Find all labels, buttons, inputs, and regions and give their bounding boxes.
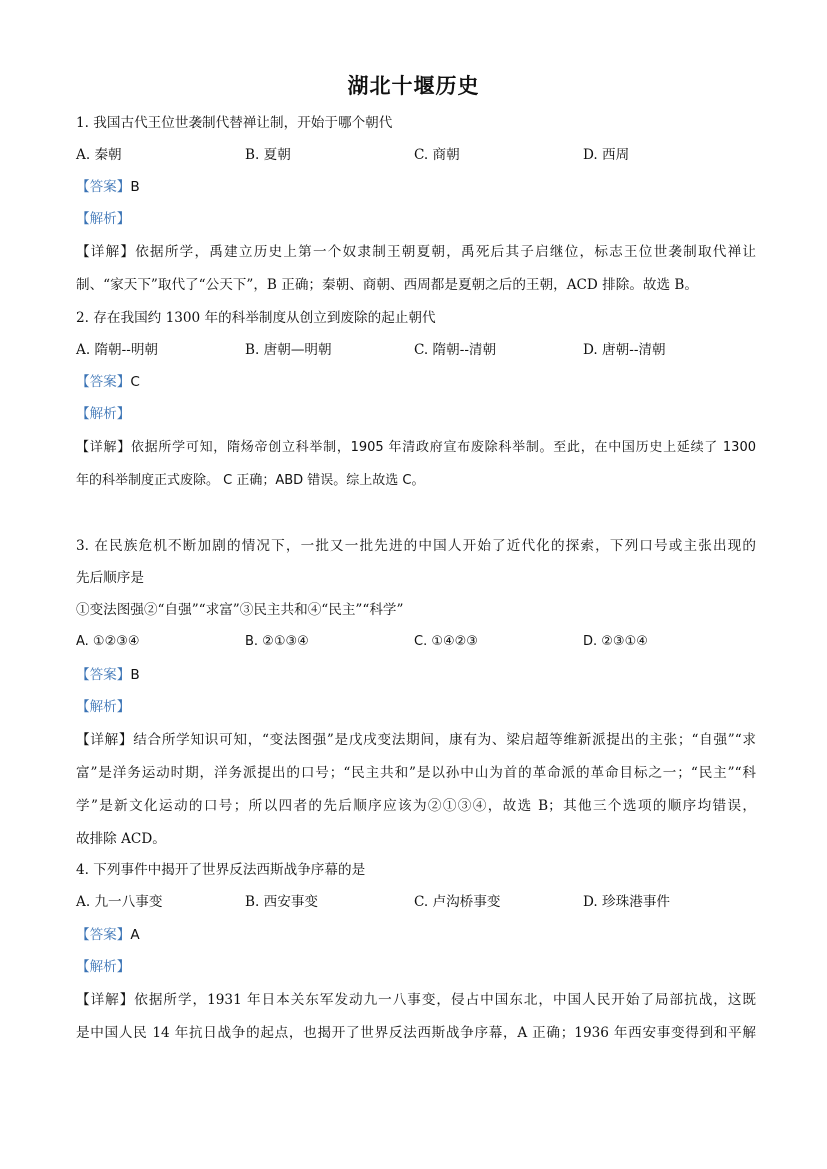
question-3-stem-line-2: 先后顺序是 [76, 570, 144, 586]
question-2-option-a: A. 隋朝--明朝 [76, 342, 159, 358]
question-2-detail-line-2: 年的科举制度正式废除。 C 正确；ABD 错误。综上故选 C。 [76, 473, 425, 488]
question-2-answer [76, 373, 756, 391]
analysis-label: 【解析】 [76, 211, 131, 227]
question-3-detail-line-1: 【详解】结合所学知识可知，“变法图强”是戊戌变法期间，康有为、梁启超等维新派提出的主张；“自强”“求 [76, 732, 757, 748]
question-4-detail-line-1: 【详解】依据所学，1931 年日本关东军发动九一八事变，侵占中国东北，中国人民开始了局部抗战，这既 [76, 992, 756, 1008]
question-1-analysis [76, 210, 756, 228]
question-1-option-c: C. 商朝 [414, 147, 460, 163]
question-3-analysis [76, 698, 756, 716]
question-3-detail-line-3: 学”是新文化运动的口号；所以四者的先后顺序应该为②①③④，故选 B；其他三个选项的顺序均错误， [76, 798, 756, 814]
question-4-option-d: D. 珍珠港事件 [583, 894, 671, 910]
answer-value: B [130, 667, 140, 683]
question-3-option-c: C. ①④②③ [414, 634, 478, 649]
question-2-analysis [76, 405, 756, 423]
question-2-option-b: B. 唐朝—明朝 [245, 342, 332, 358]
answer-value: A [130, 927, 140, 943]
question-4-option-c: C. 卢沟桥事变 [414, 894, 501, 910]
question-3-answer [76, 666, 756, 684]
question-4-stem: 4. 下列事件中揭开了世界反法西斯战争序幕的是 [76, 862, 366, 878]
question-4-analysis [76, 958, 756, 976]
question-2-option-c: C. 隋朝--清朝 [414, 342, 497, 358]
question-4-answer [76, 926, 756, 944]
analysis-label: 【解析】 [76, 959, 131, 975]
question-4-option-a: A. 九一八事变 [76, 894, 163, 910]
page-title: 湖北十堰历史 [347, 74, 480, 98]
answer-label: 【答案】 [76, 667, 131, 683]
question-3-detail-line-4: 故排除 ACD。 [76, 831, 166, 847]
question-1-stem: 1. 我国古代王位世袭制代替禅让制，开始于哪个朝代 [76, 115, 393, 131]
question-1-detail-line-2: 制、“家天下”取代了“公天下”，B 正确；秦朝、商朝、西周都是夏朝之后的王朝，ACD 排除。故选 B。 [76, 277, 699, 293]
question-4-option-b: B. 西安事变 [245, 894, 319, 910]
question-3-option-a: A. ①②③④ [76, 634, 140, 649]
question-1-detail-line-1: 【详解】依据所学，禹建立历史上第一个奴隶制王朝夏朝，禹死后其子启继位，标志王位世袭制取代禅让 [76, 244, 757, 260]
answer-label: 【答案】 [76, 927, 131, 943]
question-1-answer [76, 178, 756, 196]
question-4-detail-line-2: 是中国人民 14 年抗日战争的起点，也揭开了世界反法西斯战争序幕，A 正确；1936 年西安事变得到和平解 [76, 1025, 756, 1041]
question-3-detail-line-2: 富”是洋务运动时期，洋务派提出的口号；“民主共和”是以孙中山为首的革命派的革命目标之一；“民主”“科 [76, 765, 756, 781]
analysis-label: 【解析】 [76, 406, 131, 422]
detail-label: 【详解】 [76, 992, 135, 1008]
answer-label: 【答案】 [76, 179, 131, 195]
detail-label: 【详解】 [76, 440, 131, 455]
question-1-option-b: B. 夏朝 [245, 147, 291, 163]
question-3-option-d: D. ②③①④ [583, 634, 648, 649]
answer-value: C [130, 374, 140, 390]
detail-label: 【详解】 [76, 732, 134, 748]
analysis-label: 【解析】 [76, 699, 131, 715]
question-3-stem-line-3: ①变法图强②“自强”“求富”③民主共和④“民主”“科学” [76, 602, 404, 618]
detail-label: 【详解】 [76, 244, 136, 260]
answer-label: 【答案】 [76, 374, 131, 390]
question-2-stem: 2. 存在我国约 1300 年的科举制度从创立到废除的起止朝代 [76, 310, 436, 326]
question-1-option-d: D. 西周 [583, 147, 630, 163]
answer-value: B [130, 179, 140, 195]
question-2-detail-line-1: 【详解】依据所学可知，隋炀帝创立科举制，1905 年清政府宣布废除科举制。至此，在中国历史上延续了 1300 [76, 440, 756, 455]
question-3-stem-line-1: 3. 在民族危机不断加剧的情况下，一批又一批先进的中国人开始了近代化的探索，下列口号或主张出现的 [76, 538, 756, 554]
question-3-option-b: B. ②①③④ [245, 634, 309, 649]
question-1-option-a: A. 秦朝 [76, 147, 122, 163]
question-2-option-d: D. 唐朝--清朝 [583, 342, 666, 358]
